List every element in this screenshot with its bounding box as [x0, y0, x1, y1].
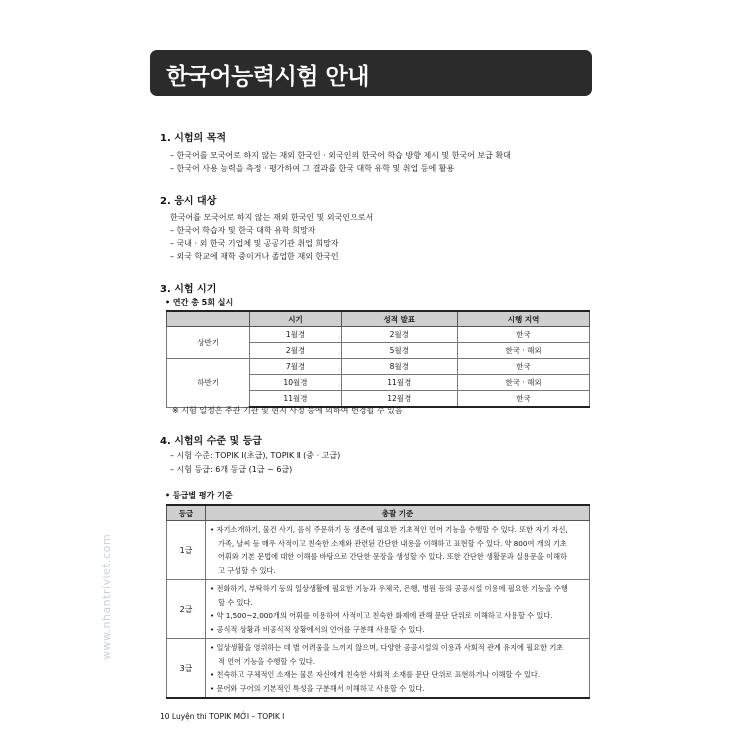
- table-header: [167, 311, 250, 327]
- description-line: • 약 1,500~2,000개의 어휘를 이용하여 사적이고 친숙한 화제에 관해 문단 단위로 이해하고 사용할 수 있다.: [210, 611, 553, 620]
- watermark: www.nhantriviet.com: [100, 533, 113, 660]
- description-line: 어휘와 기본 문법에 대한 이해를 바탕으로 간단한 문장을 생성할 수 있다. 또한 간단한 생활문과 실용문을 이해하: [218, 552, 568, 561]
- grade-level: 3급: [167, 639, 206, 699]
- table-cell: 2월경: [341, 327, 458, 343]
- schedule-note: ※ 시험 일정은 주관 기관 및 현지 사정 등에 의하여 변경될 수 있음: [172, 406, 403, 415]
- table-row: [167, 359, 590, 375]
- description-line: • 문어와 구어의 기본적인 특성을 구분해서 이해하고 사용할 수 있다.: [210, 683, 425, 693]
- description-line: 할 수 있다.: [218, 597, 253, 607]
- table-cell: 2월경: [250, 343, 341, 359]
- table-header: 등급: [167, 505, 206, 521]
- exam-schedule-table: [166, 310, 590, 408]
- section-2-line: – 한국어 학습자 및 한국 대학 유학 희망자: [170, 226, 316, 235]
- table-cell: 한국: [458, 359, 590, 375]
- table-cell: 12월경: [341, 391, 458, 408]
- grade-criteria-table: [166, 504, 590, 699]
- grade-description: [206, 580, 590, 639]
- description-line: 적 언어 기능을 수행할 수 있다.: [218, 656, 316, 666]
- table-header: 시기: [250, 311, 341, 327]
- table-cell: 7월경: [250, 359, 341, 375]
- section-2-line: – 국내 · 외 한국 기업체 및 공공기관 취업 희망자: [170, 239, 339, 248]
- half-label: 상반기: [167, 327, 250, 359]
- table-cell: 8월경: [341, 359, 458, 375]
- table-header: 총괄 기준: [206, 505, 590, 521]
- table-cell: 10월경: [250, 375, 341, 391]
- page-footer: 10 Luyện thi TOPIK MỚI – TOPIK I: [160, 712, 285, 721]
- half-label: 하반기: [167, 359, 250, 408]
- grade-level: 1급: [167, 521, 206, 580]
- section-1-line: – 한국어를 모국어로 하지 않는 재외 한국인 · 외국인의 한국어 학습 방향 제시 및 한국어 보급 확대: [170, 151, 511, 160]
- table-cell: 1월경: [250, 327, 341, 343]
- section-4-bullet: • 등급별 평가 기준: [165, 491, 233, 500]
- description-line: • 공식적 상황과 비공식적 상황에서의 언어를 구분해 사용할 수 있다.: [210, 624, 425, 634]
- section-3-bullet: • 연간 총 5회 실시: [165, 298, 234, 307]
- table-cell: 한국: [458, 327, 590, 343]
- table-cell: 한국 · 해외: [458, 343, 590, 359]
- section-2-heading: 2. 응시 대상: [160, 196, 217, 207]
- table-cell: 11월경: [341, 375, 458, 391]
- section-4-line: – 시험 등급: 6개 등급 (1급 ~ 6급): [170, 465, 293, 474]
- table-row: [167, 580, 590, 639]
- section-2-line: – 외국 학교에 재학 중이거나 졸업한 재외 한국인: [170, 252, 339, 261]
- section-2-line: 한국어를 모국어로 하지 않는 재외 한국인 및 외국인으로서: [170, 213, 374, 222]
- table-row: [167, 327, 590, 343]
- section-1-heading: 1. 시험의 목적: [160, 133, 227, 144]
- description-line: 고 구성할 수 있다.: [218, 565, 276, 575]
- section-4-heading: 4. 시험의 수준 및 등급: [160, 436, 262, 447]
- table-header: 시행 지역: [458, 311, 590, 327]
- table-cell: 한국: [458, 391, 590, 408]
- table-cell: 11월경: [250, 391, 341, 408]
- section-1-line: – 한국어 사용 능력을 측정 · 평가하여 그 결과를 한국 대학 유학 및 취업 등에 활용: [170, 164, 455, 173]
- table-header: 성적 발표: [341, 311, 458, 327]
- grade-description: [206, 639, 590, 699]
- table-cell: 한국 · 해외: [458, 375, 590, 391]
- grade-level: 2급: [167, 580, 206, 639]
- section-4-line: – 시험 수준: TOPIK Ⅰ(초급), TOPIK Ⅱ (중 · 고급): [170, 451, 341, 460]
- description-line: 가족, 날씨 등 매우 사적이고 친숙한 소재와 관련된 간단한 내용을 이해하고 표현할 수 있다. 약 800여 개의 기초: [218, 538, 567, 548]
- grade-description: [206, 521, 590, 580]
- table-row: [167, 639, 590, 699]
- description-line: • 전화하기, 부탁하기 등의 일상생활에 필요한 기능과 우체국, 은행, 병원 등의 공공시설 이용에 필요한 기능을 수행: [210, 584, 568, 593]
- description-line: • 자기소개하기, 물건 사기, 음식 주문하기 등 생존에 필요한 기초적인 언어 기능을 수행할 수 있다. 또한 자기 자신,: [210, 525, 568, 534]
- table-row: [167, 521, 590, 580]
- section-3-heading: 3. 시험 시기: [160, 284, 217, 295]
- description-line: • 일상생활을 영위하는 데 별 어려움을 느끼지 않으며, 다양한 공공시설의 이용과 사회적 관계 유지에 필요한 기초: [210, 643, 564, 652]
- description-line: • 친숙하고 구체적인 소재는 물론 자신에게 친숙한 사회적 소재를 문단 단위로 표현하거나 이해할 수 있다.: [210, 670, 541, 679]
- page-title: 한국어능력시험 안내: [166, 64, 369, 90]
- table-cell: 5월경: [341, 343, 458, 359]
